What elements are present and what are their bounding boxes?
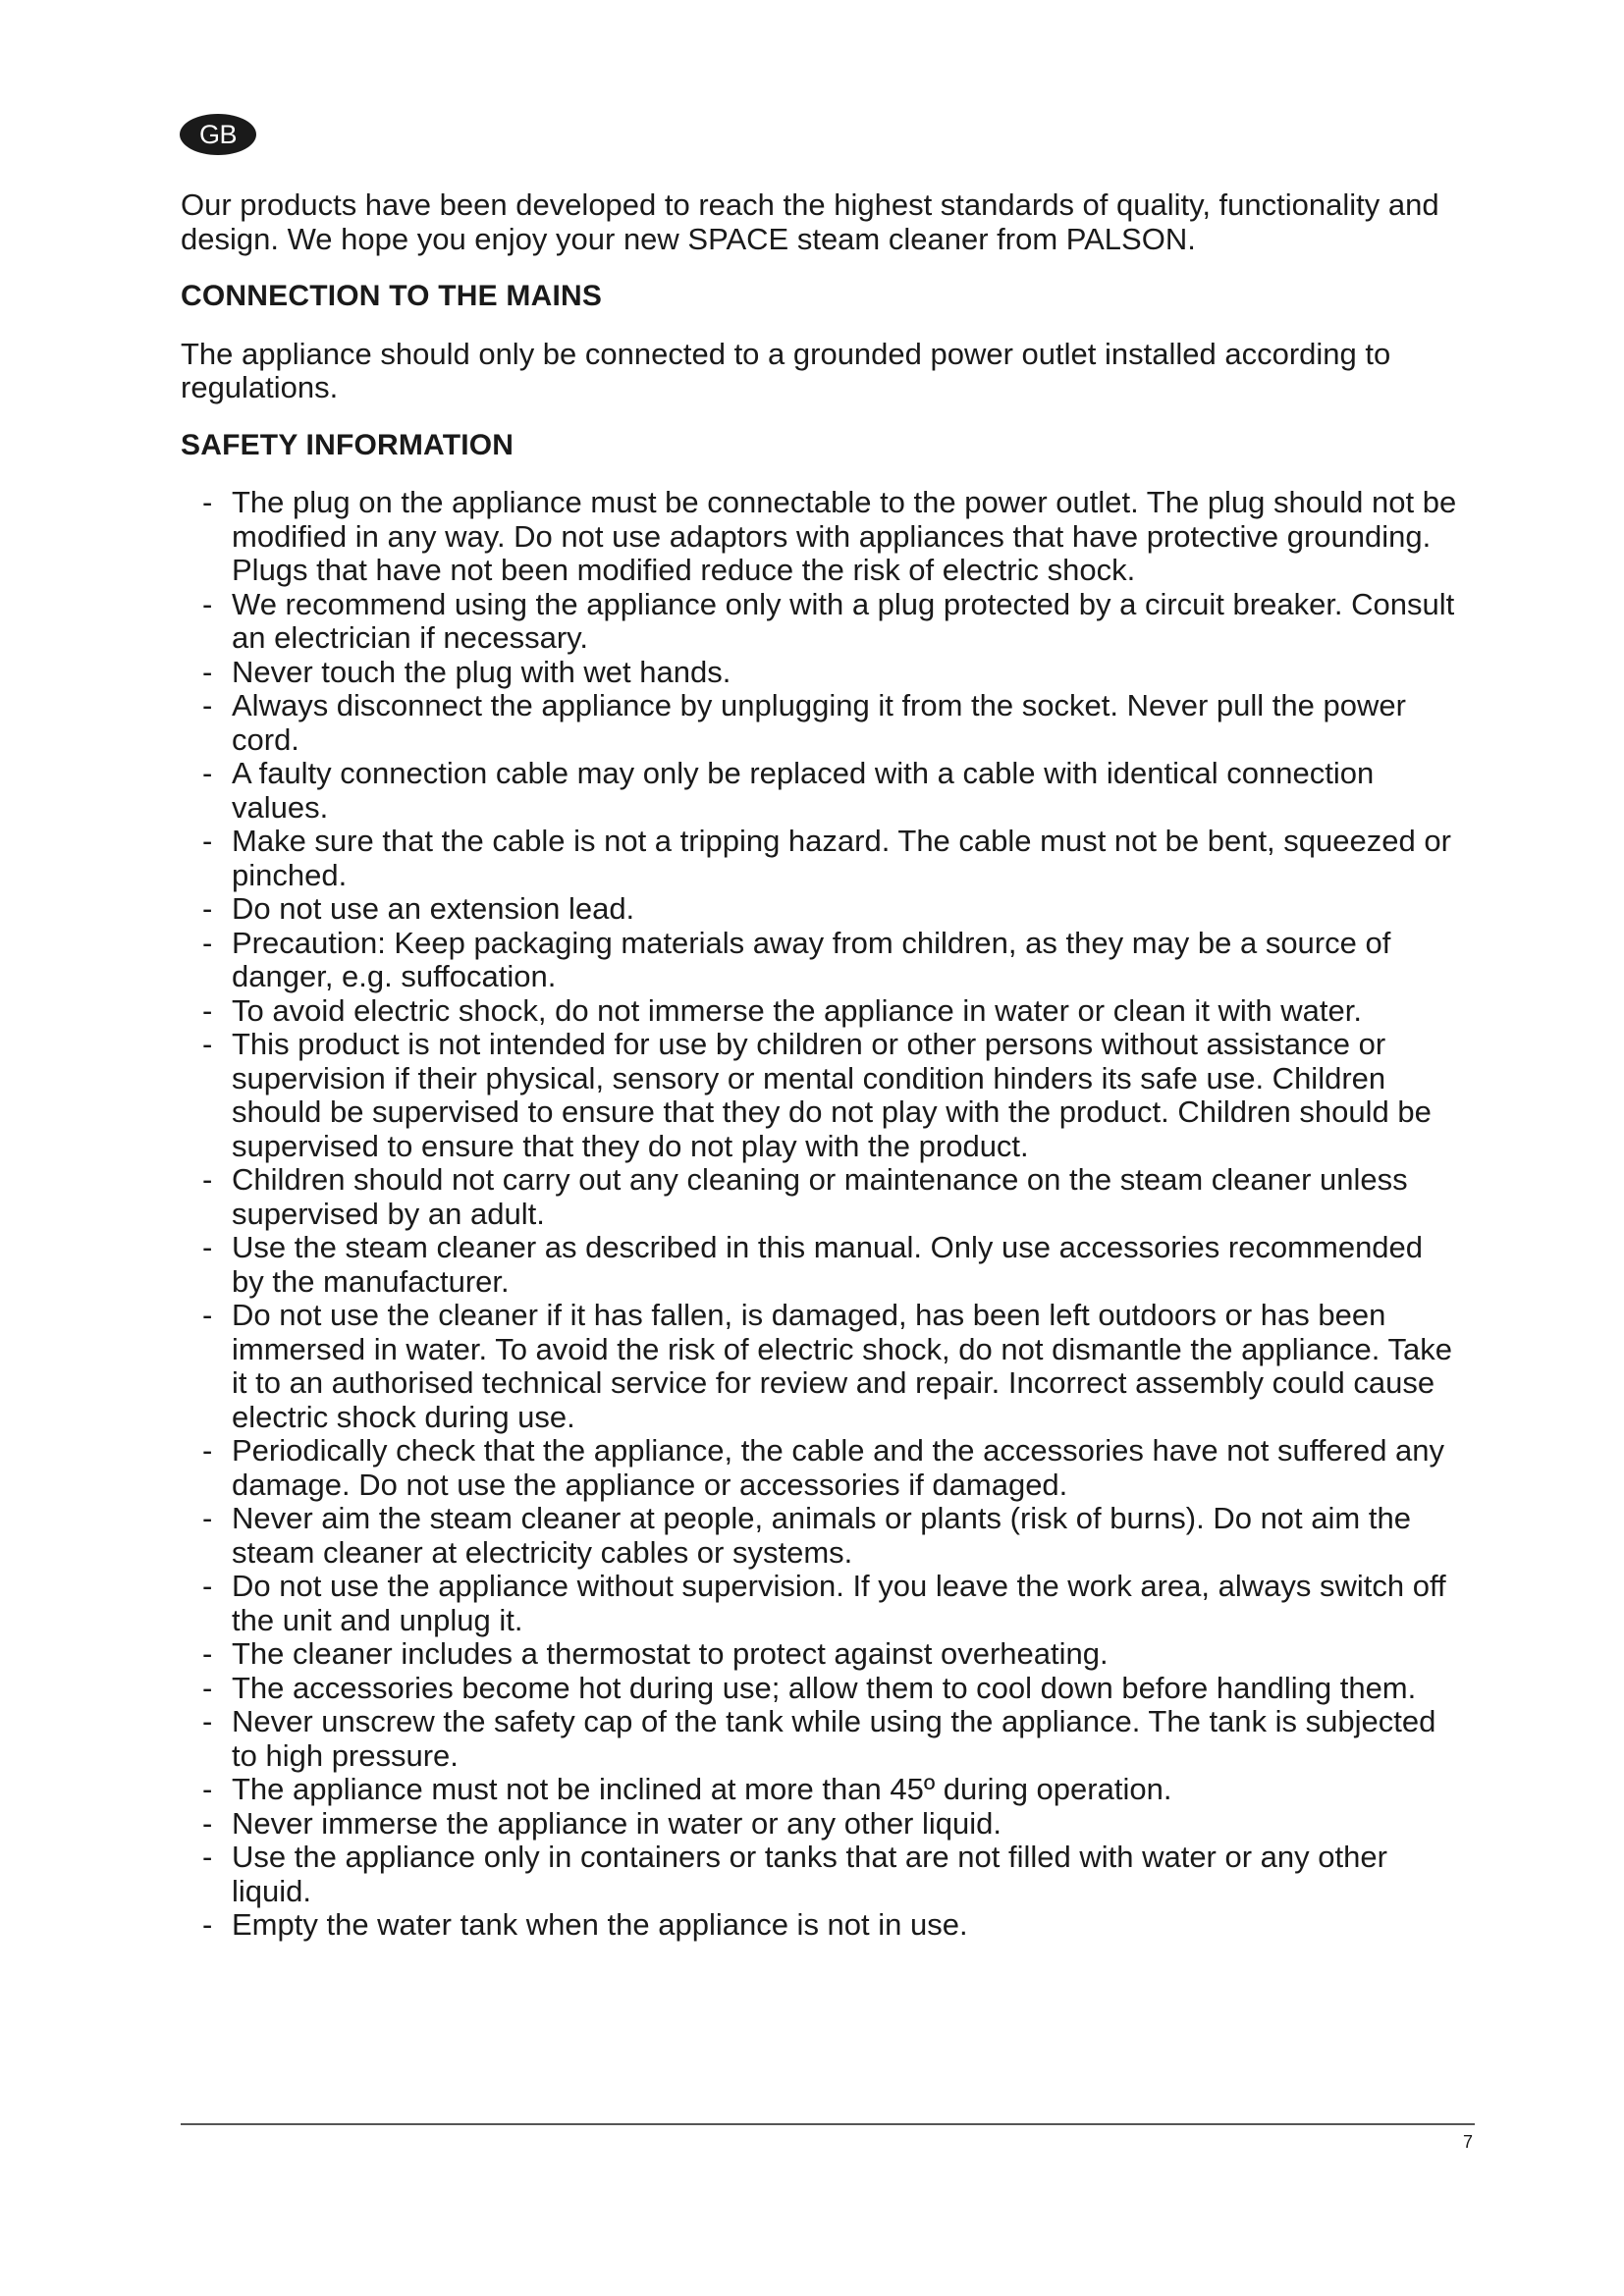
- list-item: - Do not use the cleaner if it has fallen, is damaged, has been left outdoors or has been immersed in water. To avoid the risk of electric shock, do not dismantle the appliance. Take it to an authorised technical service for review and repair. Incorrect assembly could cause electric shock during use.: [202, 1298, 1452, 1434]
- list-item-text: Never unscrew the safety cap of the tank while using the appliance. The tank is subjected to high pressure.: [232, 1704, 1436, 1773]
- list-item-text: Never immerse the appliance in water or any other liquid.: [232, 1805, 1001, 1841]
- list-item: - Periodically check that the appliance, the cable and the accessories have not suffered any damage. Do not use the appliance or accessories if damaged.: [202, 1433, 1445, 1502]
- list-item: - To avoid electric shock, do not immerse the appliance in water or clean it with water.: [202, 992, 1362, 1028]
- list-item-text: Empty the water tank when the appliance is not in use.: [232, 1907, 968, 1942]
- intro-paragraph: Our products have been developed to reach the highest standards of quality, functionality and design. We hope you enjoy your new SPACE steam cleaner from PALSON.: [181, 187, 1439, 256]
- list-item: - Do not use an extension lead.: [202, 891, 635, 926]
- list-item-text: Use the steam cleaner as described in this manual. Only use accessories recommended by the manufacturer.: [232, 1230, 1424, 1299]
- list-item-text: Use the appliance only in containers or tanks that are not filled with water or any other liquid.: [232, 1840, 1387, 1908]
- language-badge: GB: [180, 114, 256, 155]
- list-item: - Never unscrew the safety cap of the tank while using the appliance. The tank is subjected to high pressure.: [202, 1704, 1436, 1773]
- page-content: [181, 188, 1457, 1943]
- list-item: - Make sure that the cable is not a tripping hazard. The cable must not be bent, squeezed or pinched.: [202, 824, 1451, 892]
- list-item: - We recommend using the appliance only with a plug protected by a circuit breaker. Consult an electrician if necessary.: [202, 586, 1455, 655]
- list-item-text: Never touch the plug with wet hands.: [232, 654, 731, 689]
- list-item-text: Always disconnect the appliance by unplugging it from the socket. Never pull the power cord.: [232, 688, 1406, 757]
- list-item: - Always disconnect the appliance by unplugging it from the socket. Never pull the power cord.: [202, 688, 1406, 757]
- list-item-text: Do not use the appliance without supervision. If you leave the work area, always switch off the unit and unplug it.: [232, 1569, 1446, 1637]
- list-item-text: Periodically check that the appliance, the cable and the accessories have not suffered any damage. Do not use the appliance or accessories if damaged.: [232, 1433, 1445, 1502]
- list-item: - The accessories become hot during use; allow them to cool down before handling them.: [202, 1670, 1417, 1705]
- list-item-text: This product is not intended for use by children or other persons without assistance or supervision if their physical, sensory or mental condition hinders its safe use. Children should be supervised to ensure that they do not play with the product. Children should be supervised to ensure that they do not play with the product.: [232, 1027, 1432, 1163]
- list-item-text: A faulty connection cable may only be replaced with a cable with identical connection values.: [232, 756, 1375, 825]
- list-item: - Use the steam cleaner as described in this manual. Only use accessories recommended by the manufacturer.: [202, 1230, 1424, 1299]
- list-item-text: Children should not carry out any cleaning or maintenance on the steam cleaner unless supervised by an adult.: [232, 1162, 1408, 1231]
- page-number: 7: [1462, 2132, 1473, 2152]
- connection-paragraph: The appliance should only be connected to a grounded power outlet installed according to regulations.: [181, 336, 1391, 404]
- safety-list: [181, 486, 1457, 1943]
- connection-heading: CONNECTION TO THE MAINS: [181, 280, 603, 312]
- list-item-text: Do not use the cleaner if it has fallen, is damaged, has been left outdoors or has been immersed in water. To avoid the risk of electric shock, do not dismantle the appliance. Take it to an authorised technical service for review and repair. Incorrect assembly could cause electric shock during use.: [232, 1298, 1452, 1434]
- list-item-text: The plug on the appliance must be connectable to the power outlet. The plug should not be modified in any way. Do not use adaptors with appliances that have protective grounding. Plugs that have not been modified reduce the risk of electric shock.: [232, 485, 1457, 587]
- list-item: - Do not use the appliance without supervision. If you leave the work area, always switch off the unit and unplug it.: [202, 1569, 1446, 1637]
- list-item-text: Never aim the steam cleaner at people, animals or plants (risk of burns). Do not aim the steam cleaner at electricity cables or systems.: [232, 1501, 1411, 1570]
- list-item: - The cleaner includes a thermostat to protect against overheating.: [202, 1636, 1109, 1671]
- list-item-text: The cleaner includes a thermostat to protect against overheating.: [232, 1636, 1109, 1671]
- list-item-text: We recommend using the appliance only with a plug protected by a circuit breaker. Consult an electrician if necessary.: [232, 586, 1455, 655]
- safety-heading: SAFETY INFORMATION: [181, 428, 514, 461]
- footer-divider: [181, 2123, 1475, 2125]
- list-item-text: The appliance must not be inclined at more than 45º during operation.: [232, 1772, 1172, 1806]
- list-item: - Never immerse the appliance in water or any other liquid.: [202, 1805, 1001, 1841]
- list-item: - Children should not carry out any cleaning or maintenance on the steam cleaner unless supervised by an adult.: [202, 1162, 1408, 1231]
- list-item-text: Do not use an extension lead.: [232, 891, 635, 926]
- list-item: - Empty the water tank when the appliance is not in use.: [202, 1907, 968, 1942]
- list-item-text: Make sure that the cable is not a tripping hazard. The cable must not be bent, squeezed or pinched.: [232, 824, 1451, 892]
- list-item: - This product is not intended for use by children or other persons without assistance or supervision if their physical, sensory or mental condition hinders its safe use. Children should be supervised to ensure that they do not play with the product. Children should be supervised to ensure that they do not play with the product.: [202, 1027, 1432, 1163]
- list-item: - Never touch the plug with wet hands.: [202, 654, 731, 689]
- list-item: - Use the appliance only in containers or tanks that are not filled with water or any other liquid.: [202, 1840, 1387, 1908]
- list-item: - The plug on the appliance must be connectable to the power outlet. The plug should not be modified in any way. Do not use adaptors with appliances that have protective grounding. Plugs that have not been modified reduce the risk of electric shock.: [202, 485, 1457, 587]
- list-item-text: The accessories become hot during use; allow them to cool down before handling them.: [232, 1670, 1417, 1705]
- list-item: - Precaution: Keep packaging materials away from children, as they may be a source of danger, e.g. suffocation.: [202, 925, 1391, 993]
- list-item: - Never aim the steam cleaner at people, animals or plants (risk of burns). Do not aim the steam cleaner at electricity cables or systems.: [202, 1501, 1411, 1570]
- list-item-text: Precaution: Keep packaging materials away from children, as they may be a source of danger, e.g. suffocation.: [232, 925, 1391, 993]
- list-item: - A faulty connection cable may only be replaced with a cable with identical connection values.: [202, 756, 1375, 825]
- list-item: - The appliance must not be inclined at more than 45º during operation.: [202, 1772, 1172, 1806]
- list-item-text: To avoid electric shock, do not immerse the appliance in water or clean it with water.: [232, 992, 1362, 1028]
